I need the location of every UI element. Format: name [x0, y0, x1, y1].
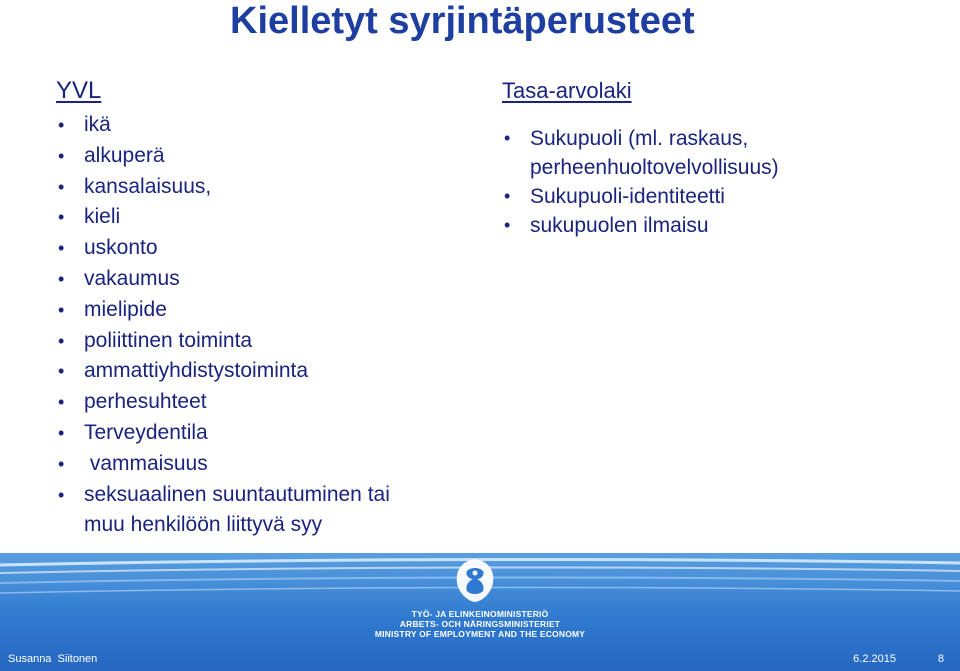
ministry-name: [360, 609, 600, 639]
left-bullet-list: [56, 110, 476, 541]
lion-coat-of-arms-icon: [445, 557, 505, 603]
right-bullet-list: [502, 124, 952, 240]
list-item: • poliittinen toiminta: [56, 326, 476, 357]
list-item: • kieli: [56, 202, 476, 233]
list-item: • sukupuolen ilmaisu: [502, 211, 952, 240]
footer-date: 6.2.2015: [853, 653, 896, 665]
list-item: [56, 480, 476, 542]
slide-title: Kielletyt syrjintäperusteet: [230, 0, 695, 42]
footer-author: Susanna Siitonen: [8, 653, 98, 665]
list-item: • mielipide: [56, 295, 476, 326]
list-item-line: perheenhuoltovelvollisuus): [530, 156, 779, 179]
ministry-name-en: MINISTRY OF EMPLOYMENT AND THE ECONOMY: [374, 629, 586, 639]
list-item-line: muu henkilöön liittyvä syy: [84, 513, 323, 537]
ministry-name-sv: ARBETS- OCH NÄRINGSMINISTERIET: [399, 619, 561, 629]
footer-band: [0, 553, 960, 671]
list-item: • kansalaisuus,: [56, 172, 476, 203]
list-item: • uskonto: [56, 233, 476, 264]
list-item: • Terveydentila: [56, 418, 476, 449]
list-item: • vammaisuus: [56, 449, 476, 480]
left-column-heading: YVL: [56, 77, 102, 104]
list-item-line: Sukupuoli (ml. raskaus,: [530, 127, 749, 150]
list-item: • alkuperä: [56, 141, 476, 172]
right-column-heading: Tasa-arvolaki: [502, 78, 632, 103]
list-item: • perhesuhteet: [56, 387, 476, 418]
ministry-name-fi: TYÖ- JA ELINKEINOMINISTERIÖ: [411, 609, 549, 619]
list-item: • vakaumus: [56, 264, 476, 295]
page-number: 8: [937, 653, 944, 665]
right-column: [502, 76, 952, 240]
list-item: • ikä: [56, 110, 476, 141]
list-item-line: seksuaalinen suuntautuminen tai: [84, 482, 390, 506]
list-item: [502, 124, 952, 182]
left-column: [56, 76, 476, 541]
list-item: • ammattiyhdistystoiminta: [56, 356, 476, 387]
list-item: • Sukupuoli-identiteetti: [502, 182, 952, 211]
